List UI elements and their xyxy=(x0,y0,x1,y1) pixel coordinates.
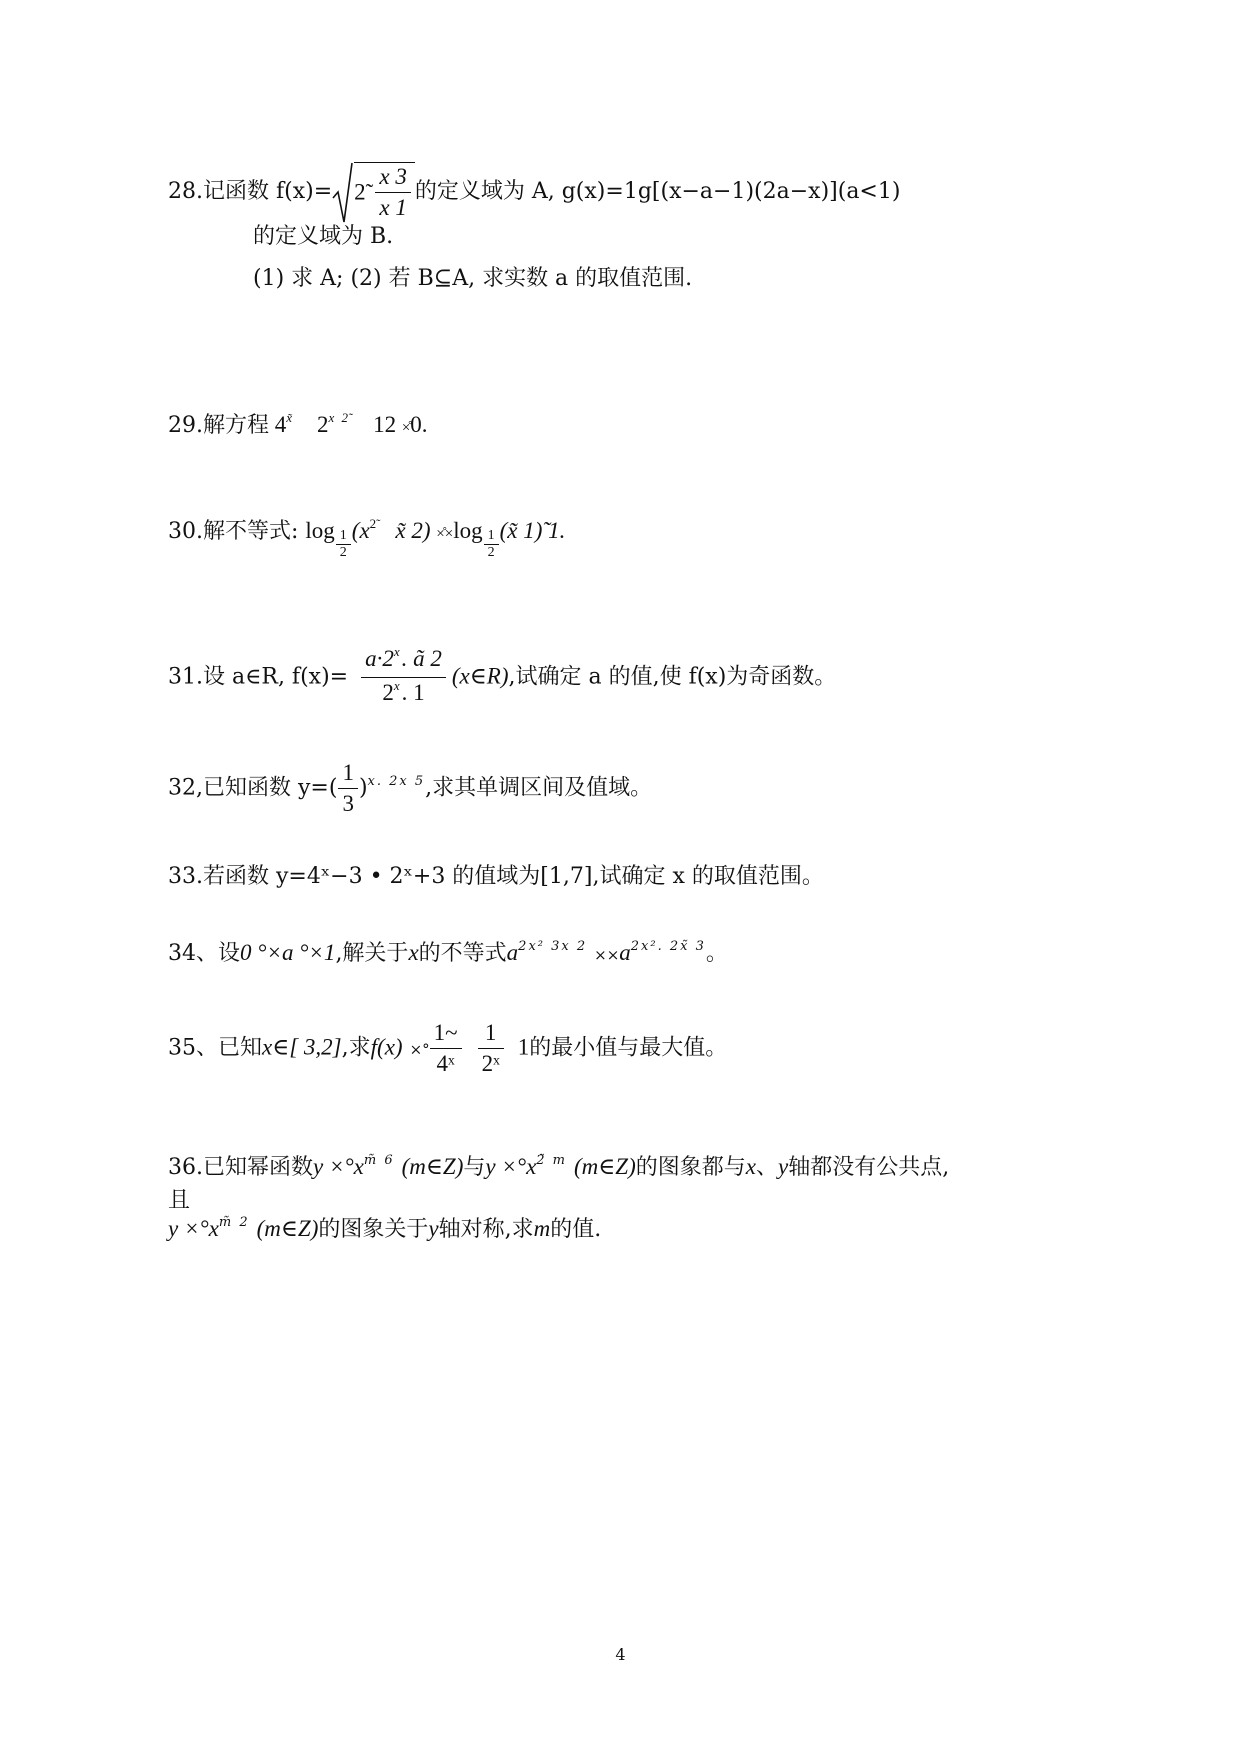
q28-fraction-numerator: x 3 xyxy=(375,162,410,193)
q35-tail: 的最小值与最大值。 xyxy=(529,1035,728,1061)
q30-inequality xyxy=(305,516,566,560)
q36-x: x xyxy=(745,1154,756,1179)
q31-domain: (x∈R) xyxy=(451,663,509,689)
q32-exponent: x. 2x 5 xyxy=(367,773,426,789)
q30-arg-1b: x̃ 2) xyxy=(395,518,431,543)
question-32 xyxy=(168,758,652,819)
q32-close: ) xyxy=(358,775,368,801)
q35-domain: x∈[ 3,2] xyxy=(262,1034,342,1060)
q36-line3-mid2: 轴对称,求 xyxy=(438,1217,534,1242)
q36-mid2: 的图象都与 xyxy=(635,1155,746,1180)
q35-relation-glyph: ×° xyxy=(409,1040,430,1059)
question-34 xyxy=(168,938,728,972)
q36-domain-1: (m∈Z) xyxy=(401,1154,464,1179)
q34-mid: ,解关于 xyxy=(335,941,409,966)
q36-exponent-2: 2̃ m xyxy=(536,1153,568,1168)
q29-relation-glyph: ×̊ xyxy=(401,420,411,436)
q28-fraction-denominator: x 1 xyxy=(379,195,407,220)
q36-y: y xyxy=(778,1154,789,1179)
q31-fraction xyxy=(361,644,446,711)
q28-sqrt-lead: 2̃ xyxy=(354,179,366,205)
q36-label: 36.已知幂函数 xyxy=(168,1155,313,1180)
question-30 xyxy=(168,516,565,561)
q32-fraction: $\frac{1}{3}$ xyxy=(338,758,358,819)
radical-sign-icon xyxy=(332,162,354,226)
q30-log-1: log xyxy=(305,518,335,543)
q34-base-2: a xyxy=(619,940,631,965)
q29-term-b: 2 xyxy=(317,412,329,437)
question-33: 33.若函数 y=4ˣ−3 • 2ˣ+3 的值域为[1,7],试确定 x 的取值范围。 xyxy=(168,864,824,889)
q36-line3-tail: 的值. xyxy=(550,1217,602,1242)
question-36-line-2: 且 xyxy=(168,1188,191,1213)
q29-term-a: 4 xyxy=(274,412,287,437)
q30-log-base-1: $\frac{1}{2}$ xyxy=(336,528,351,561)
question-31 xyxy=(168,644,836,711)
question-29 xyxy=(168,410,428,443)
q34-relation-glyph: ×× xyxy=(594,946,620,964)
q36-mid1: 与 xyxy=(463,1155,486,1180)
q36-func-1: y ×°x xyxy=(313,1154,364,1179)
q30-exponent: 2̃ xyxy=(369,516,379,531)
q30-log-base-2: $\frac{1}{2}$ xyxy=(484,528,499,561)
q28-sqrt xyxy=(332,162,415,222)
q36-domain-2: (m∈Z) xyxy=(574,1154,636,1179)
q32-tail: ,求其单调区间及值域。 xyxy=(425,775,653,801)
q34-exponent-2: 2x². 2x̃ 3 xyxy=(630,939,706,954)
q36-line3-y: y xyxy=(428,1216,439,1241)
q36-exponent-3: m̃ 2 xyxy=(218,1215,250,1230)
q30-relation-glyph: ×̊× xyxy=(436,526,454,542)
question-35 xyxy=(168,1018,727,1079)
q35-fraction-2: $\frac{1}{\text{2ˣ}}$ xyxy=(478,1018,504,1079)
q36-sep: 、 xyxy=(756,1155,779,1180)
q28-tail: 的定义域为 A, g(x)=1g[(x−a−1)(2a−x)](a<1) xyxy=(414,179,901,204)
q36-exponent-1: m̃ 6 xyxy=(363,1153,395,1168)
q35-fx: f(x) xyxy=(370,1034,403,1060)
q29-exponent-a: x̃ xyxy=(286,410,295,425)
q35-mid: ,求 xyxy=(341,1035,371,1061)
q36-func-3: y ×°x xyxy=(168,1216,219,1241)
q29-equation xyxy=(269,412,428,437)
q30-arg-1: (x xyxy=(351,518,370,543)
q31-numerator: $a\cdot 2^x$. ã 2 xyxy=(361,644,446,678)
q36-line3-mid: 的图象关于 xyxy=(318,1217,429,1242)
q34-base-1: a xyxy=(506,940,519,965)
q29-label: 29.解方程 xyxy=(168,413,269,438)
q35-fraction-1: $\frac{1\sim}{\text{4ˣ}}$ xyxy=(430,1018,462,1079)
q34-condition: 0 °×a °×1 xyxy=(240,940,336,965)
q32-label: 32,已知函数 y=( xyxy=(168,775,338,801)
page-number: 4 xyxy=(615,1645,626,1664)
q29-term-c: 12 xyxy=(373,412,397,437)
question-36-line-1 xyxy=(168,1152,949,1186)
q31-denominator: 2$^x$. 1 xyxy=(382,678,425,705)
question-28-line-1 xyxy=(168,162,900,222)
q34-exponent-1: 2x² 3x 2 xyxy=(518,939,588,954)
q30-arg-2: (x̃ 1)̃ 1. xyxy=(499,518,566,543)
q35-label: 35、已知 xyxy=(168,1035,262,1061)
q34-var: x xyxy=(408,940,419,965)
q29-term-d: 0. xyxy=(410,412,428,437)
q30-log-2: log xyxy=(453,518,483,543)
q34-mid2: 的不等式 xyxy=(418,941,507,966)
q34-label: 34、设 xyxy=(168,941,240,966)
q31-label: 31.设 a∈R, f(x)= xyxy=(168,664,349,690)
q28-fraction xyxy=(375,162,410,223)
question-28-line-3: (1) 求 A; (2) 若 B⊆A, 求实数 a 的取值范围. xyxy=(253,266,693,291)
question-36-line-3 xyxy=(168,1214,601,1248)
q30-label: 30.解不等式: xyxy=(168,519,299,544)
q29-exponent-b: x 2̃ xyxy=(328,410,351,425)
question-28-line-2: 的定义域为 B. xyxy=(253,224,394,249)
q34-tail: 。 xyxy=(705,941,728,966)
q28-label: 28.记函数 f(x)= xyxy=(168,179,333,204)
q36-domain-3: (m∈Z) xyxy=(256,1216,319,1241)
q35-const: 1 xyxy=(517,1034,530,1060)
q31-tail: ,试确定 a 的值,使 f(x)为奇函数。 xyxy=(508,664,837,690)
q36-mid3: 轴都没有公共点, xyxy=(788,1155,950,1180)
q36-line3-m: m xyxy=(533,1216,551,1241)
q36-func-2: y ×°x xyxy=(485,1154,537,1179)
